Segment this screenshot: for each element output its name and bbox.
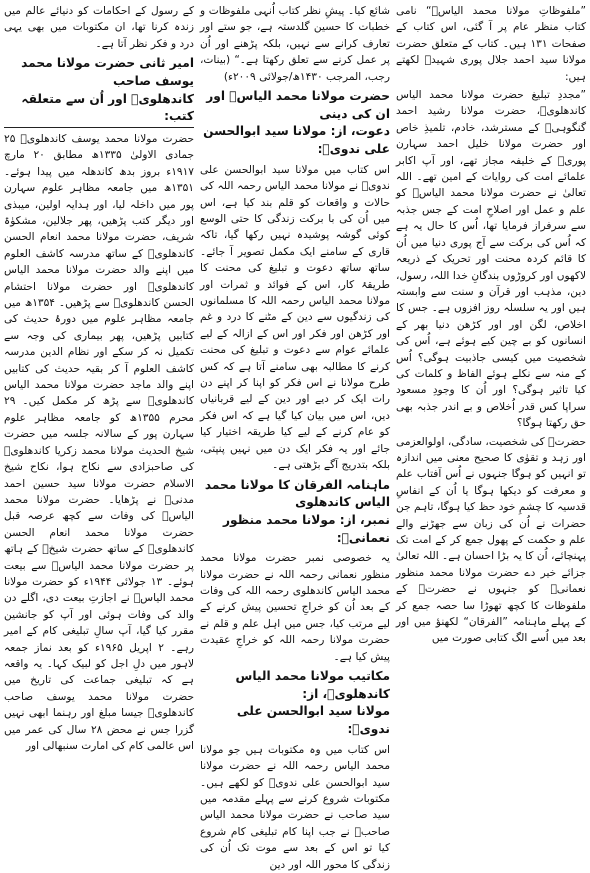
heading-line: حضرت مولانا محمد الیاسؒ اور ان کی دینی: [206, 89, 390, 121]
heading-line: ماہنامہ الفرقان کا مولانا محمد الیاس کاندھلوی: [204, 477, 390, 510]
body-paragraph: کے رسول کے احکامات کو دنیائے عالم میں زندہ کرنا تھا، ان مکتوبات میں بھی یہی درد و فکر نظر آتا ہے۔: [4, 5, 194, 50]
heading-line: کاندھلویؒ اور اُن سے متعلقہ کتب:: [4, 91, 194, 128]
section-heading: [4, 55, 194, 128]
section-heading: [200, 88, 390, 159]
section-heading: [200, 668, 390, 739]
heading-line: امیر ثانی حضرت مولانا محمد یوسف صاحب: [21, 56, 194, 88]
column-left: [4, 3, 194, 807]
column-right: [396, 3, 586, 807]
body-paragraph: اس کتاب میں مولانا سید ابوالحسن علی ندویؒ نے مولانا محمد الیاس رحمہ اللہ کی حالات و واقعات کو قلم بند کیا ہے، اس میں اُن کی با برکت زندگی کا حتی الوسع کوئی گوشہ پوشیدہ نہیں رکھا گیا، تاکہ قاری کے سامنے ایک مکمل تصویر آ جائے۔ ساتھ ساتھ دعوت و تبلیغ کی محنت کا طریقۂ کار، اس کے فوائد و ثمرات اور مولانا محمد الیاس رحمہ اللہ کا مسلمانوں کی زندگیوں سے دین کے مٹنے کا درد و غم اور کڑھن اور فکر اور اس کے ازالہ کے لیے علمائے عوام سے دعوت و تبلیغ کی محنت کرنے کا مطالبہ بھی سامنے آتا ہے کہ کس طرح مولانا نے اس فکر کو اپنا کر اپنے دن رات ایک کر دیے اور دین کے لیے قربانیاں دیں، اس میں بیان کیا گیا ہے کہ اس فکر کو عام کرنے کے لیے کیا طریقہ اختیار کیا جائے اور یہ فکر ایک دن میں نہیں پنپتی، بلکہ بتدریج آگے بڑھتی ہے۔: [200, 163, 390, 472]
column-middle: [200, 3, 390, 871]
body-paragraph: حضرتؒ کی شخصیت، سادگی، اولوالعزمی اور زہد و تقوٰی کا صحیح معنی میں اندازہ تو انہیں کو ہوگا جنہوں نے اُس آفتاب علم و معرفت کو دیکھا ہوگا یا اُن کے انفاسِ قدسیہ کا چشمِ خود حظ کیا ہوگا، تاہم جن حضرات نے اُن کی زبان سے جھڑنے والے علم و حکمت کے پھول جمع کر کے امت تک پہنچائے، اُن کا یہ بڑا احسان ہے۔ اللہ تعالیٰ جزائے خیر دے حضرت مولانا محمد منظور نعمانیؒ کو جنہوں نے حضرتؒ کے ملفوظات کا کچھ تھوڑا سا حصہ جمع کر کے پہلے ماہنامہ ”الفرقان“ لکھنؤ میں اور بعد میں اُسے الگ کتابی صورت میں: [396, 435, 586, 645]
body-paragraph: شائع کیا۔ پیشِ نظر کتاب اُنہی ملفوظات و خطبات کا حسین گلدستہ ہے، جو ستے اور تعارف کرانے سے نہیں، بلکہ پڑھنے اور اُن پر عمل کرنے سے تعلق رکھتا ہے۔“ (بینات، رجب، المرجب ۱۴۳۰ھ/جولائی ۲۰۰۹ء): [200, 5, 390, 83]
body-paragraph: حضرت مولانا محمد یوسف کاندھلویؒ ۲۵ جمادی الاولیٰ ۱۳۳۵ھ مطابق ۲۰ مارچ ۱۹۱۷ء بروز بدھ کاندھلہ میں پیدا ہوئے۔ ۱۳۵۱ھ میں جامعہ مظاہر علوم سہارن پور میں داخلہ لیا، اور ہدایہ اولین، میبذی اور دیگر کتب پڑھیں، پھر جلالین، مشکوٰۃ شریف، حضرت مولانا محمد انعام الحسن کاندھلویؒ کے ساتھ مدرسہ کاشف العلوم میں اپنے والد حضرت مولانا محمد الیاس کاندھلویؒ اور حضرت مولانا احتشام الحسن کاندھلویؒ سے پڑھیں۔ ۱۳۵۴ھ میں جامعہ مظاہر علوم میں دورۂ حدیث کی کتابیں پڑھیں، پھر بیماری کی وجہ سے تکمیل نہ کر سکے اور نظام الدین مدرسہ کاشف العلوم آ کر بقیہ حدیث کی کتابیں اپنے والد ماجد حضرت مولانا محمد الیاس کاندھلویؒ سے پڑھ کر مکمل کیں۔ ۲۹ محرم ۱۳۵۵ھ کو جامعہ مظاہر علوم سہارن پور کے سالانہ جلسہ میں حضرت شیخ الحدیث مولانا محمد زکریا کاندھلویؒ کی صاحبزادی سے نکاح ہوا، نکاح شیخ الاسلام حضرت مولانا سید حسین احمد مدنیؒ نے پڑھایا۔ حضرت مولانا محمد الیاسؒ کی وفات سے کچھ عرصہ قبل حضرت مولانا محمد انعام الحسن کاندھلویؒ کے ساتھ حضرت شیخؒ کے ہاتھ پر حضرت مولانا محمد الیاسؒ سے بیعت ہوئے۔ ۱۳ جولائی ۱۹۴۴ء کو حضرت مولانا محمد الیاسؒ نے اجازتِ بیعت دی، اگلے دن والد کی وفات ہوئی اور آپ کو جانشین مقرر کیا گیا، آپ سالِ تبلیغی کام کے امیر رہے۔ ۲ اپریل ۱۹۶۵ء کو بعد نماز جمعہ لاہور میں دلِ اجل کو لبیک کہا۔ یہ واقعہ ہے کہ تبلیغی جماعت کی تاریخ میں حضرت مولانا محمد یوسف صاحب کاندھلویؒ جیسا مبلغ اور رہنما ابھی نہیں گزرا جس نے محض ۲۸ سال کی عمر میں اس عالمی کام کی امارت سنبھالی اور: [4, 132, 195, 752]
heading-line: مکاتیب مولانا محمد الیاس کاندھلویؒ، از:: [235, 669, 390, 701]
section-heading: [200, 477, 390, 548]
body-paragraph: یہ خصوصی نمبر حضرت مولانا محمد منظور نعمانی رحمہ اللہ نے حضرت مولانا محمد الیاس کاندھلوی رحمہ اللہ کی وفات کے بعد اُن کو خراجِ تحسین پیش کرنے کے لیے مرتب کیا، جس میں اہل علم و قلم نے حضرت مولانا رحمہ اللہ کو خراجِ عقیدت پیش کیا ہے۔: [200, 552, 390, 663]
heading-line: مولانا سید ابوالحسن علی ندویؒ:: [236, 704, 390, 737]
heading-line: نمبر، از: مولانا محمد منظور نعمانیؒ:: [223, 512, 390, 545]
body-paragraph: ”مجددِ تبلیغ حضرت مولانا محمد الیاس کاندھلویؒ، حضرت مولانا رشید احمد گنگوہیؒ کے مسترشد، خادم، تلمیذِ خاص اور حضرت مولانا خلیل احمد سہارن پوریؒ کے خلیفہ مجاز تھے، اور آپ اکابر علمائے امت کی روایات کے امین تھے۔ اللہ تعالیٰ نے حضرت مولانا محمد الیاسؒ کو علم و عمل اور اصلاحِ امت کے جس جذبہ سے سرفراز فرمایا تھا، اُس کا حال یہ ہے کہ اُس کی برکت سے آج پوری دنیا میں اُن کا قائم کردہ محنت اور تحریک کے ذریعہ لاکھوں اور کروڑوں بندگانِ خدا اللہ، رسول، دین، مذہب اور قرآن و سنت سے وابستہ ہیں اور یہ سلسلہ روز افزوں ہے۔ جس کا اخلاص، لگن اور اور کڑھن دنیا بھر کے انسانوں کو بے چین کیے ہوئے ہے، اُس کی شخصیت میں کیسی جاذبیت ہوگی؟ اُس کے منہ سے نکلے ہوئے الفاظ و کلمات کی کیا تاثیر ہوگی؟ اور اُن کا وجودِ مسعود سراپا کس قدر اُخلاص و بے اندر جذبہ بھی حق رکھتا ہوگا؟: [396, 89, 586, 430]
body-paragraph: اس کتاب میں وہ مکتوبات ہیں جو مولانا محمد الیاس رحمہ اللہ نے حضرت مولانا سید ابوالحسن علی ندویؒ کو لکھے ہیں۔ مکتوبات شروع کرنے سے پہلے مقدمہ میں سید صاحب نے حضرت مولانا محمد الیاس صاحبؒ نے جب اپنا کام تبلیغی کام شروع کیا تو اس کے بعد سے موت تک اُن کی زندگی کا محور اللہ اور دین: [200, 743, 390, 871]
body-paragraph: ”ملفوظاتِ مولانا محمد الیاسؒ“ نامی کتاب منظر عام پر آ گئی، اس کتاب کے صفحات ۱۳۱ ہیں۔ کتاب کے متعلق حضرت مولانا سید احمد جلال پوری شہیدؒ لکھتے ہیں:: [396, 5, 586, 83]
heading-line: دعوت، از: مولانا سید ابوالحسن علی ندویؒ:: [203, 124, 390, 157]
